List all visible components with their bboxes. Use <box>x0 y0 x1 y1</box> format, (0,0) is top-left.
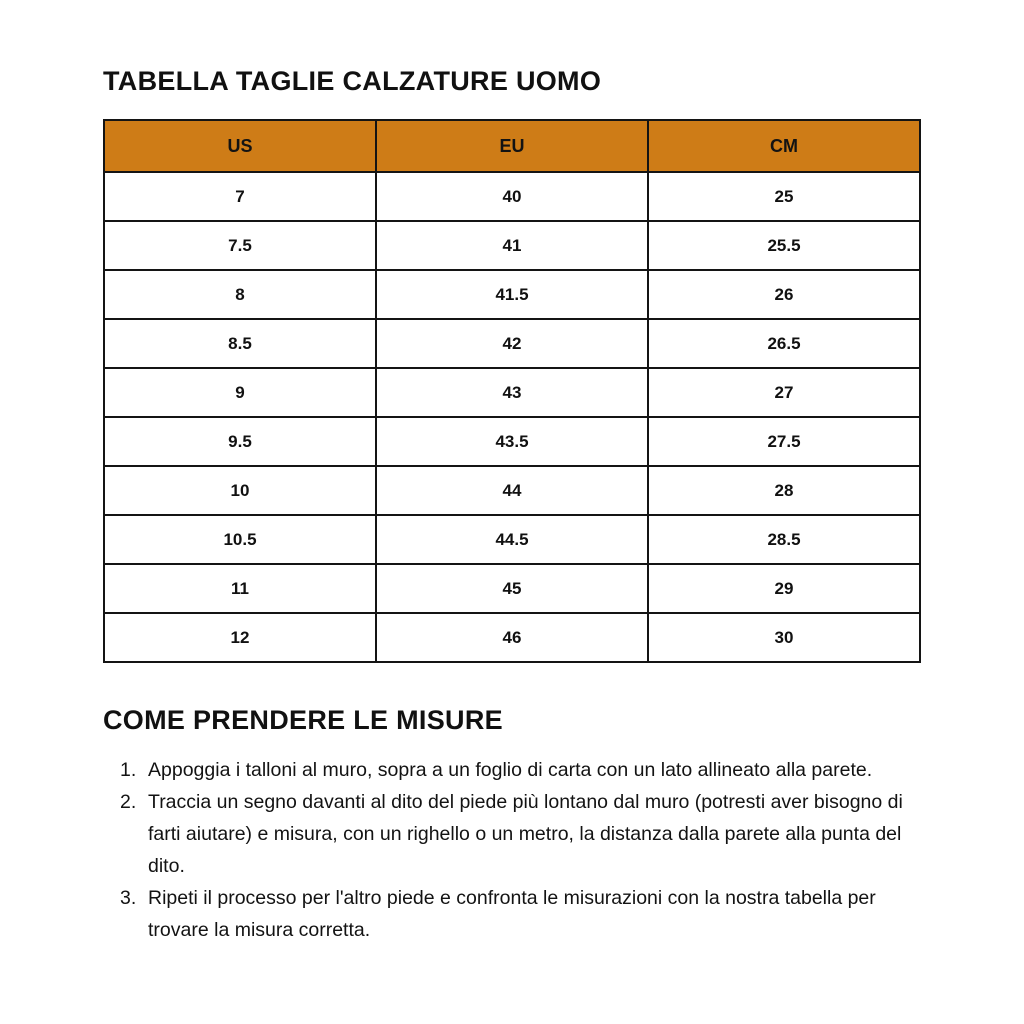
table-cell: 27 <box>648 368 920 417</box>
size-table-title: TABELLA TAGLIE CALZATURE UOMO <box>103 66 602 96</box>
table-row <box>104 270 920 319</box>
table-cell: 8.5 <box>104 319 376 368</box>
table-cell: 10.5 <box>104 515 376 564</box>
table-cell: 8 <box>104 270 376 319</box>
table-row <box>104 368 920 417</box>
size-table-container <box>103 119 921 663</box>
table-cell: 10 <box>104 466 376 515</box>
table-cell: 29 <box>648 564 920 613</box>
table-cell: 30 <box>648 613 920 662</box>
table-cell: 12 <box>104 613 376 662</box>
table-cell: 44.5 <box>376 515 648 564</box>
instruction-step-number: 3. <box>120 887 137 909</box>
size-table-header-row <box>104 120 920 172</box>
table-row <box>104 172 920 221</box>
table-cell: 7.5 <box>104 221 376 270</box>
table-row <box>104 466 920 515</box>
instruction-step-text: Ripeti il processo per l'altro piede e confronta le misurazioni con la nostra tabella per trovare la misura corretta. <box>148 887 876 941</box>
table-cell: 25.5 <box>648 221 920 270</box>
size-table-header-cm: CM <box>648 120 920 172</box>
table-cell: 43.5 <box>376 417 648 466</box>
table-cell: 44 <box>376 466 648 515</box>
table-cell: 26 <box>648 270 920 319</box>
table-cell: 28 <box>648 466 920 515</box>
instruction-step-text: Appoggia i talloni al muro, sopra a un foglio di carta con un lato allineato alla parete. <box>148 759 873 781</box>
table-row <box>104 319 920 368</box>
size-table-head <box>104 120 920 172</box>
table-cell: 25 <box>648 172 920 221</box>
instruction-step <box>103 786 921 882</box>
instructions-title: COME PRENDERE LE MISURE <box>103 705 503 735</box>
table-row <box>104 221 920 270</box>
table-row <box>104 417 920 466</box>
table-cell: 28.5 <box>648 515 920 564</box>
table-cell: 40 <box>376 172 648 221</box>
table-cell: 7 <box>104 172 376 221</box>
table-cell: 9.5 <box>104 417 376 466</box>
size-table-header-eu: EU <box>376 120 648 172</box>
instructions-list <box>103 754 921 946</box>
table-row <box>104 515 920 564</box>
size-table-header-us: US <box>104 120 376 172</box>
table-cell: 26.5 <box>648 319 920 368</box>
instruction-step-text: Traccia un segno davanti al dito del piede più lontano dal muro (potresti aver bisogno di farti aiutare) e misura, con un righello o un metro, la distanza dalla parete alla punta del dito. <box>148 791 903 877</box>
table-cell: 46 <box>376 613 648 662</box>
instruction-step <box>103 882 921 946</box>
table-row <box>104 564 920 613</box>
instruction-step-number: 2. <box>120 791 137 813</box>
instruction-step <box>103 754 921 786</box>
table-cell: 45 <box>376 564 648 613</box>
table-row <box>104 613 920 662</box>
table-cell: 11 <box>104 564 376 613</box>
table-cell: 41 <box>376 221 648 270</box>
table-cell: 9 <box>104 368 376 417</box>
table-cell: 27.5 <box>648 417 920 466</box>
table-cell: 43 <box>376 368 648 417</box>
instruction-step-number: 1. <box>120 759 137 781</box>
table-cell: 41.5 <box>376 270 648 319</box>
size-table-body <box>104 172 920 662</box>
size-table <box>103 119 921 663</box>
table-cell: 42 <box>376 319 648 368</box>
